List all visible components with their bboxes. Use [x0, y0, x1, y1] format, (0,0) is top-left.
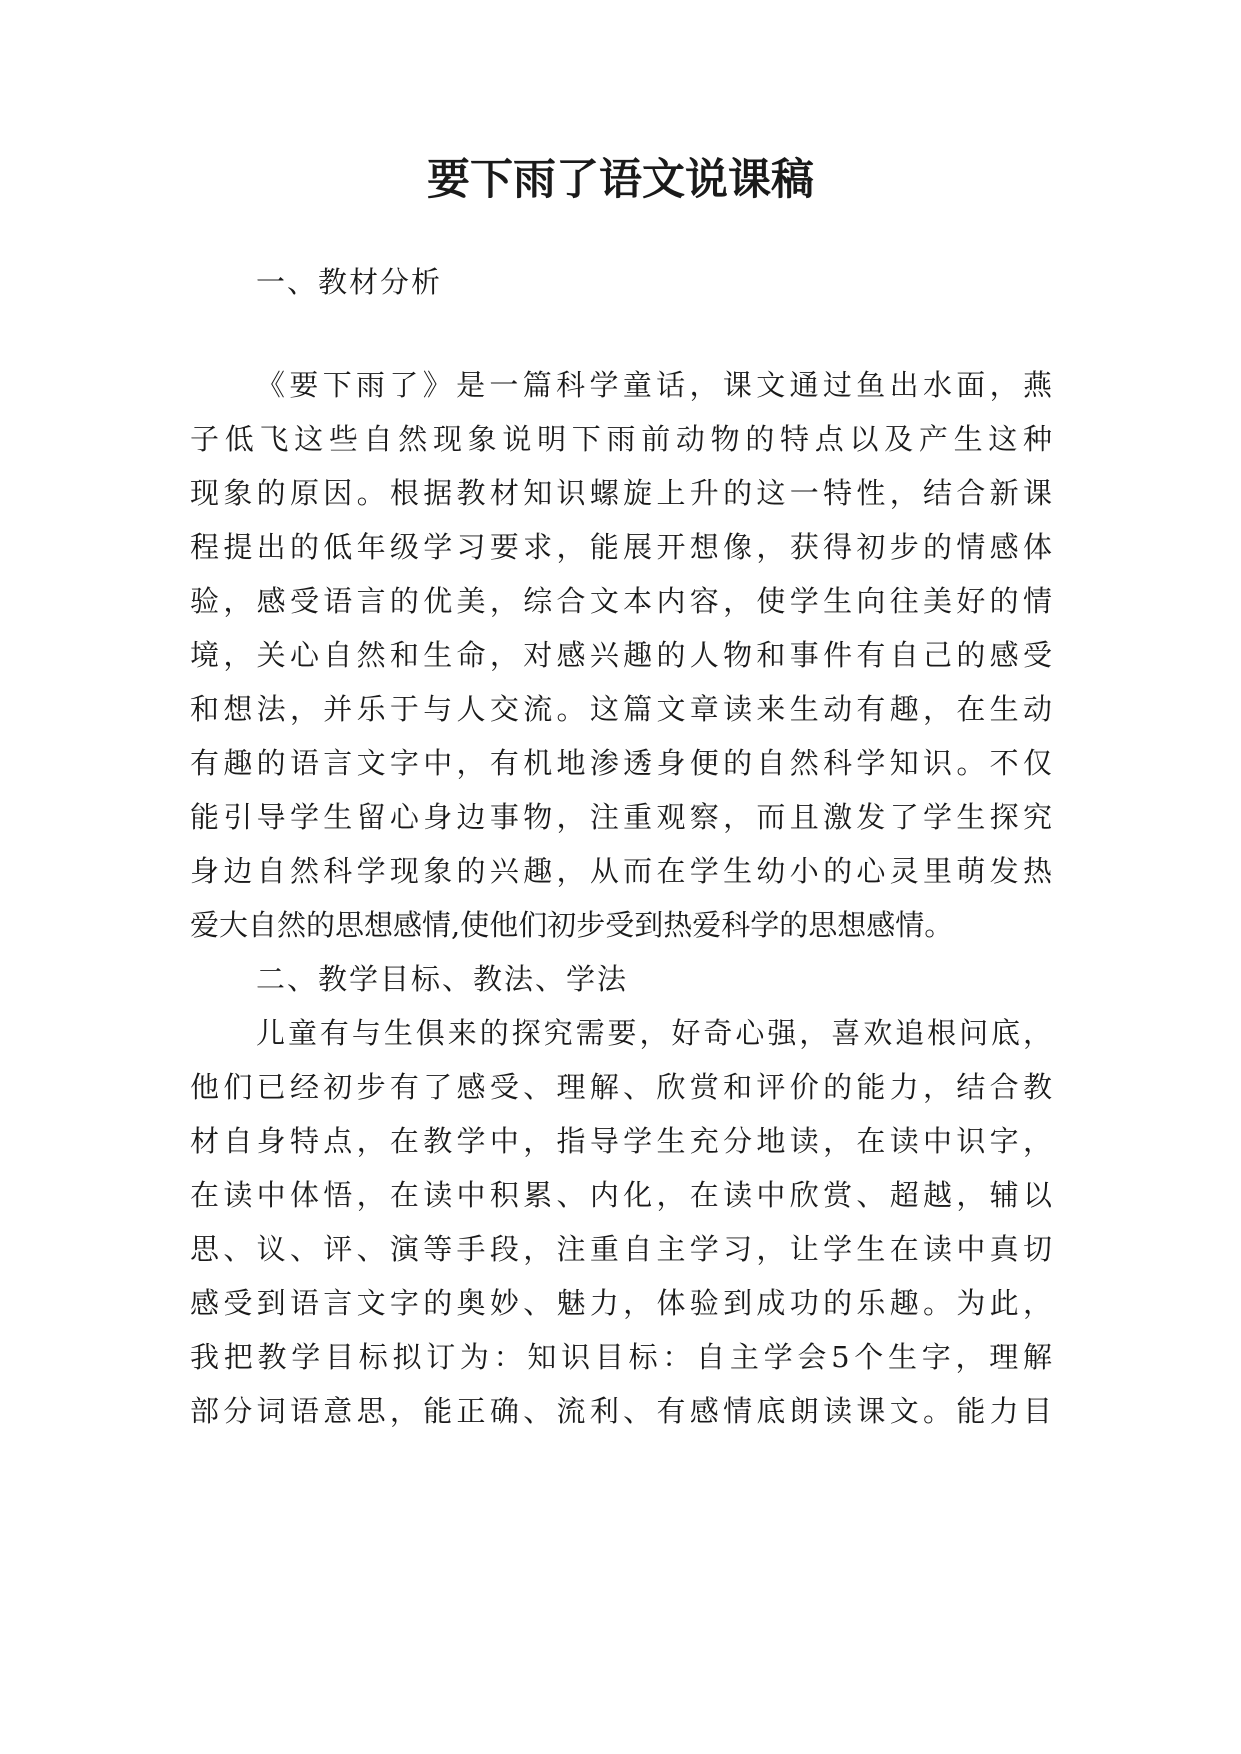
- paragraph-line: 子低飞这些自然现象说明下雨前动物的特点以及产生这种: [190, 422, 1052, 456]
- paragraph-line: 和想法，并乐于与人交流。这篇文章读来生动有趣，在生动: [190, 692, 1052, 726]
- paragraph-line: 《要下雨了》是一篇科学童话，课文通过鱼出水面，燕: [256, 368, 1052, 402]
- paragraph-line: 程提出的低年级学习要求，能展开想像，获得初步的情感体: [190, 530, 1052, 564]
- section-heading-2: 二、教学目标、教法、学法: [256, 962, 629, 996]
- paragraph-line: 我把教学目标拟订为：知识目标：自主学会5个生字，理解: [190, 1340, 1052, 1374]
- paragraph-line: 有趣的语言文字中，有机地渗透身便的自然科学知识。不仅: [190, 746, 1052, 780]
- paragraph-line: 思、议、评、演等手段，注重自主学习，让学生在读中真切: [190, 1232, 1052, 1266]
- paragraph-line: 爱大自然的思想感情,使他们初步受到热爱科学的思想感情。: [190, 908, 954, 942]
- paragraph-line: 他们已经初步有了感受、理解、欣赏和评价的能力，结合教: [190, 1070, 1052, 1104]
- paragraph-line: 部分词语意思，能正确、流利、有感情底朗读课文。能力目: [190, 1394, 1052, 1428]
- paragraph-line: 境，关心自然和生命，对感兴趣的人物和事件有自己的感受: [190, 638, 1052, 672]
- document-title: 要下雨了语文说课稿: [427, 155, 814, 205]
- paragraph-line: 现象的原因。根据教材知识螺旋上升的这一特性，结合新课: [190, 476, 1052, 510]
- paragraph-line: 能引导学生留心身边事物，注重观察，而且激发了学生探究: [190, 800, 1052, 834]
- paragraph-line: 验，感受语言的优美，综合文本内容，使学生向往美好的情: [190, 584, 1052, 618]
- paragraph-line: 儿童有与生俱来的探究需要，好奇心强，喜欢追根问底，: [256, 1016, 1052, 1050]
- paragraph-line: 在读中体悟，在读中积累、内化，在读中欣赏、超越，辅以: [190, 1178, 1052, 1212]
- paragraph-line: 材自身特点，在教学中，指导学生充分地读，在读中识字，: [190, 1124, 1052, 1158]
- section-heading-1: 一、教材分析: [256, 265, 443, 299]
- paragraph-line: 身边自然科学现象的兴趣，从而在学生幼小的心灵里萌发热: [190, 854, 1052, 888]
- paragraph-line: 感受到语言文字的奥妙、魅力，体验到成功的乐趣。为此，: [190, 1286, 1052, 1320]
